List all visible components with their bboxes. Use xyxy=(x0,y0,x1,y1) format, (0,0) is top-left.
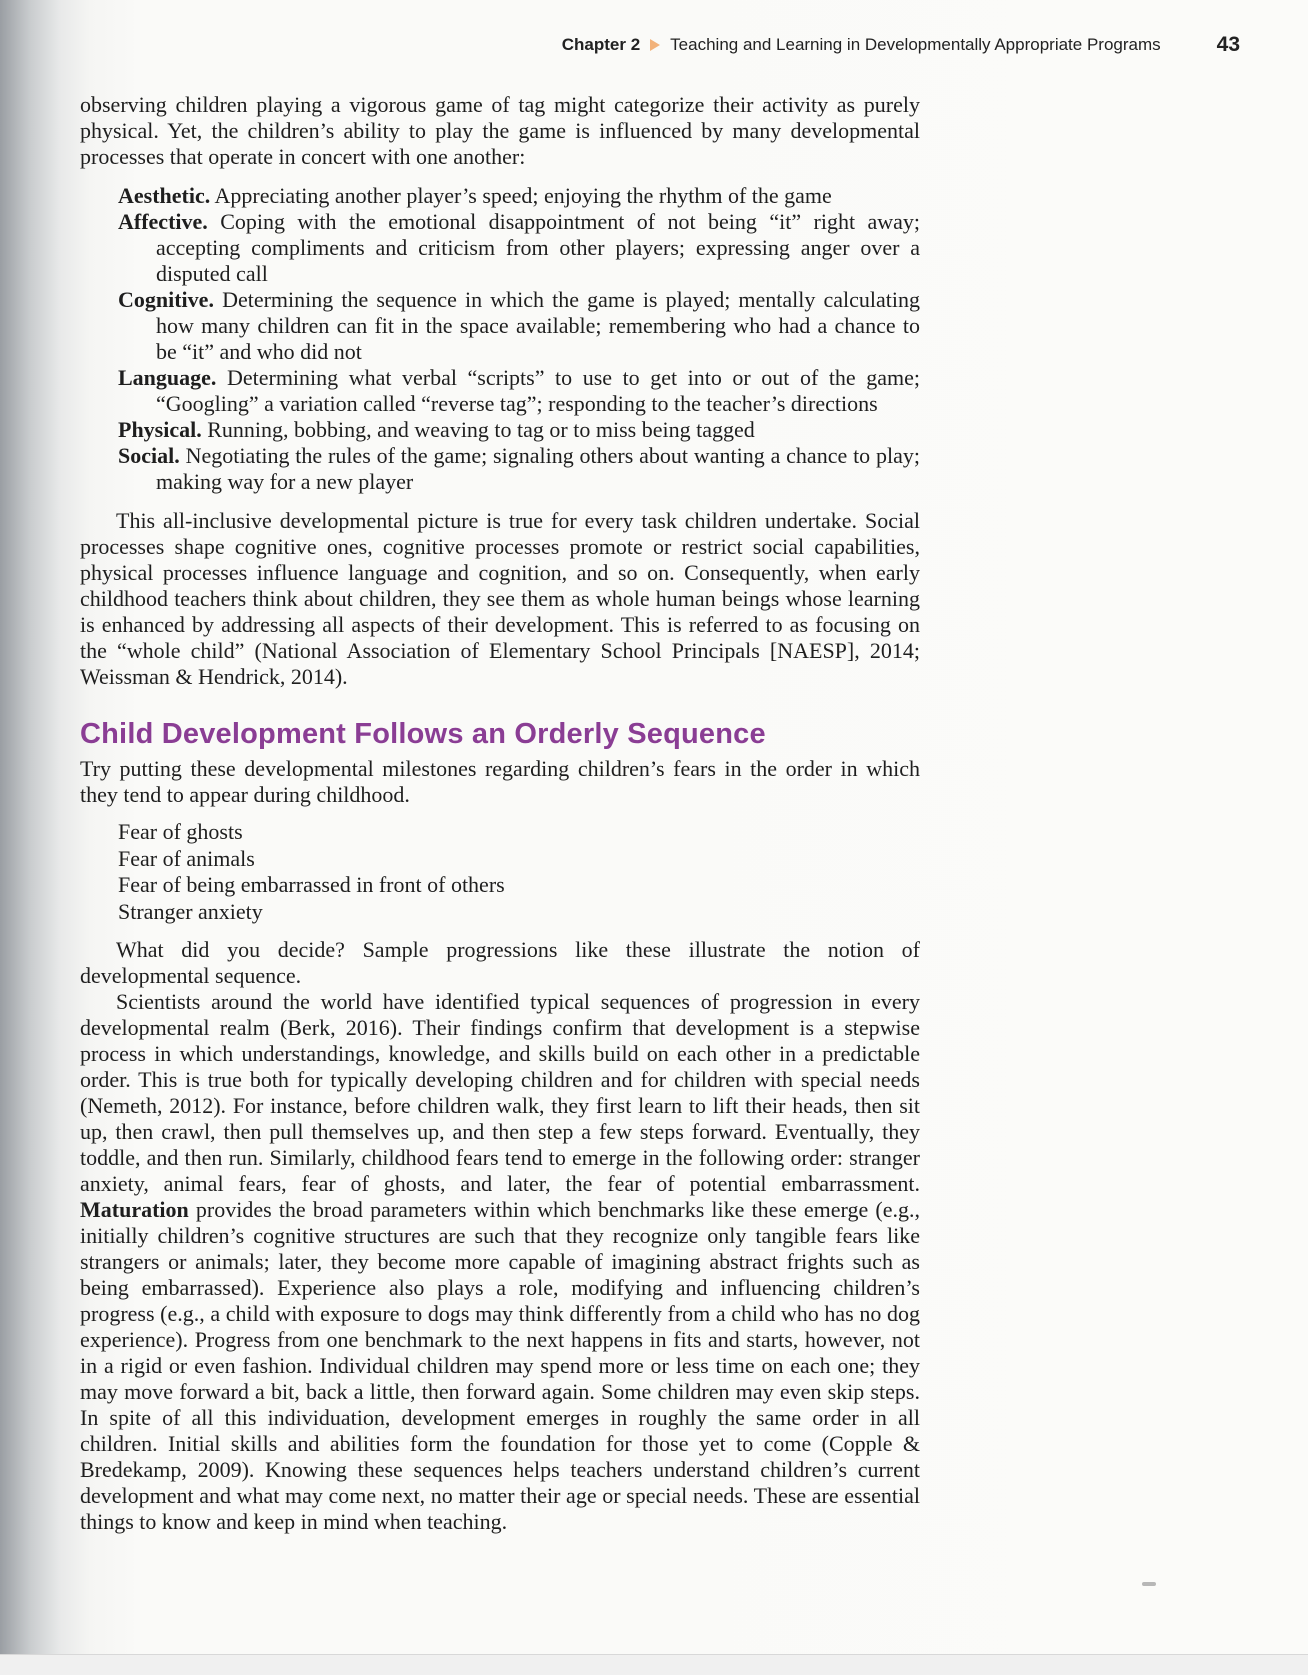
page-number: 43 xyxy=(1216,33,1240,56)
chapter-label: Chapter 2 xyxy=(561,35,641,54)
scan-smudge xyxy=(1142,1582,1156,1586)
domain-text: Coping with the emotional disappointment of not being “it” right away; accepting compliments and criticism from other players; expressing anger over a disputed call xyxy=(156,209,921,286)
viewer-bottom-strip xyxy=(0,1654,1308,1675)
fear-item: Fear of ghosts xyxy=(118,819,243,844)
sequence-text-before: Scientists around the world have identified typical sequences of progression in every developmental realm (Berk, 2016). Their findings confirm that development is a stepwise process in which understandings, knowledge, and skills build on each other in a predictable order. This is true both for typically developing children and for children with special needs (Nemeth, 2012). For instance, before children walk, they first learn to lift their heads, then sit up, then crawl, then pull themselves up, and then step a few steps forward. Eventually, they toddle, and then run. Similarly, childhood fears tend to emerge in the following order: stranger anxiety, animal fears, fear of ghosts, and later, the fear of potential embarrassment. xyxy=(80,989,920,1196)
domain-text: Running, bobbing, and weaving to tag or to miss being tagged xyxy=(207,417,755,442)
fears-list xyxy=(118,819,920,925)
domain-item-affective xyxy=(80,209,920,287)
domain-term: Cognitive. xyxy=(118,287,214,312)
domain-item-physical xyxy=(80,417,920,443)
running-header xyxy=(380,30,1240,60)
domain-item-language xyxy=(80,365,920,417)
page-body xyxy=(80,92,920,1535)
domain-text: Negotiating the rules of the game; signaling others about wanting a chance to play; making way for a new player xyxy=(156,443,921,494)
maturation-term: Maturation xyxy=(80,1197,189,1222)
chapter-title: Teaching and Learning in Developmentally Appropriate Programs xyxy=(670,35,1161,54)
domain-term: Affective. xyxy=(118,209,208,234)
domain-item-cognitive xyxy=(80,287,920,365)
domain-term: Language. xyxy=(118,365,217,390)
section-heading: Child Development Follows an Orderly Sequence xyxy=(80,718,766,750)
intro-paragraph: observing children playing a vigorous game of tag might categorize their activity as purely physical. Yet, the children’s ability to play the game is influenced by many developmental processes that operate in concert with one another: xyxy=(80,92,920,169)
section-intro-paragraph: Try putting these developmental milestones regarding children’s fears in the order in which they tend to appear during childhood. xyxy=(80,756,920,807)
domain-text: Determining what verbal “scripts” to use to get into or out of the game; “Googling” a variation called “reverse tag”; responding to the teacher’s directions xyxy=(156,365,920,416)
whole-child-paragraph: This all-inclusive developmental picture is true for every task children undertake. Social processes shape cognitive ones, cognitive processes promote or restrict social capabilities, physical processes influence language and cognition, and so on. Consequently, when early childhood teachers think about children, they see them as whole human beings whose learning is enhanced by addressing all aspects of their development. This is referred to as focusing on the “whole child” (National Association of Elementary School Principals [NAESP], 2014; Weissman & Hendrick, 2014). xyxy=(80,508,920,689)
fear-item: Fear of being embarrassed in front of others xyxy=(118,872,505,897)
decide-paragraph: What did you decide? Sample progressions like these illustrate the notion of developmental sequence. xyxy=(80,937,920,988)
domain-item-aesthetic xyxy=(80,183,920,209)
domain-term: Aesthetic. xyxy=(118,183,211,208)
triangle-arrow-icon xyxy=(650,39,660,51)
domain-item-social xyxy=(80,443,920,495)
fear-item: Fear of animals xyxy=(118,845,255,871)
domain-text: Determining the sequence in which the game is played; mentally calculating how many children can fit in the space available; remembering who had a chance to be “it” and who did not xyxy=(156,287,921,364)
domain-term: Social. xyxy=(118,443,180,468)
fear-item: Stranger anxiety xyxy=(118,898,263,924)
domain-text: Appreciating another player’s speed; enjoying the rhythm of the game xyxy=(214,183,832,208)
domain-term: Physical. xyxy=(118,417,202,442)
sequence-paragraph xyxy=(80,989,920,1535)
developmental-domains-list xyxy=(80,183,920,495)
sequence-text-after: provides the broad parameters within which benchmarks like these emerge (e.g., initially children’s cognitive structures are such that they recognize only tangible fears like strangers or animals; later, they become more capable of imagining abstract frights such as being embarrassed). Experience also plays a role, modifying and influencing children’s progress (e.g., a child with exposure to dogs may think differently from a child who has no dog experience). Progress from one benchmark to the next happens in fits and starts, however, not in a rigid or even fashion. Individual children may spend more or less time on each one; they may move forward a bit, back a little, then forward again. Some children may even skip steps. In spite of all this individuation, development emerges in roughly the same order in all children. Initial skills and abilities form the foundation for those yet to come (Copple & Bredekamp, 2009). Knowing these sequences helps teachers understand children’s current development and what may come next, no matter their age or special needs. These are essential things to know and keep in mind when teaching. xyxy=(80,1197,920,1534)
